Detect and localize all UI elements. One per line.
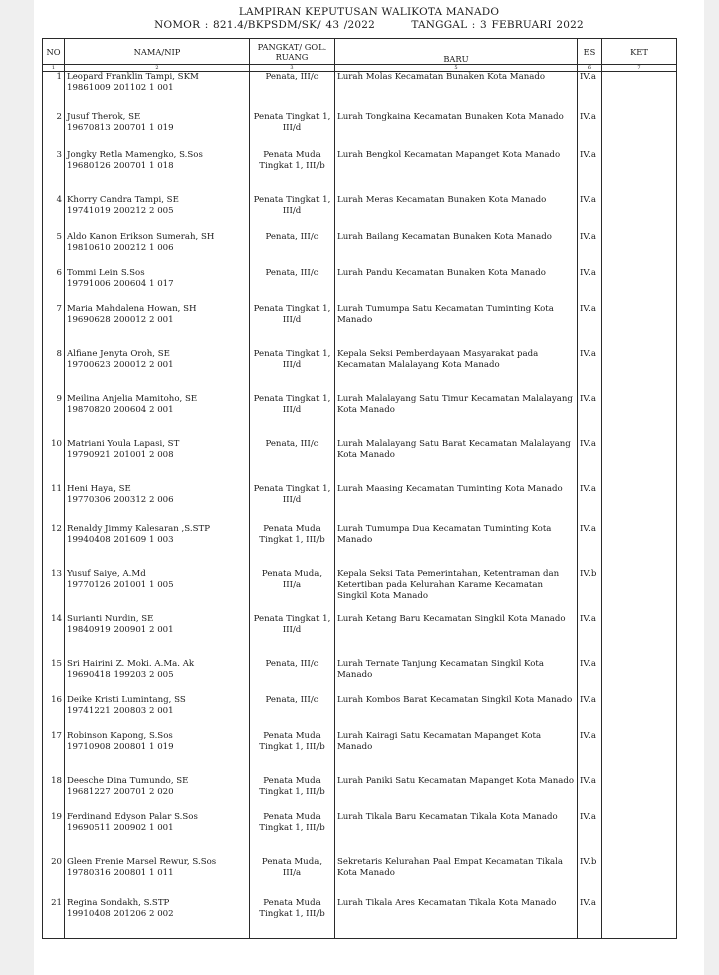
rank-cell: Penata Muda Tingkat 1, III/b: [250, 524, 335, 569]
employee-nip: 19690511 200902 1 001: [67, 822, 174, 833]
remarks-cell: [602, 394, 677, 439]
table-row: [43, 268, 677, 304]
table-row: [43, 898, 677, 939]
column-header-nama: NAMA/NIP: [65, 39, 250, 65]
rank-cell: Penata, III/c: [250, 268, 335, 304]
table-row: [43, 439, 677, 484]
employee-nip: 19710908 200801 1 019: [67, 741, 174, 752]
rank-cell: Penata Tingkat 1, III/d: [250, 304, 335, 349]
table-row: [43, 349, 677, 394]
rank-cell: Penata Muda, III/a: [250, 857, 335, 898]
new-position-cell: Lurah Tikala Baru Kecamatan Tikala Kota Manado: [335, 812, 578, 857]
employee-name: Jusuf Therok, SE: [67, 111, 141, 122]
new-position-cell: Lurah Meras Kecamatan Bunaken Kota Manado: [335, 195, 578, 232]
new-position-cell: Lurah Tongkaina Kecamatan Bunaken Kota Manado: [335, 112, 578, 150]
employee-name: Robinson Kapong, S.Sos: [67, 730, 173, 741]
echelon-cell: IV.a: [578, 349, 602, 394]
row-number: 7: [43, 304, 65, 349]
column-header-baru: BARU: [335, 39, 578, 65]
rank-cell: Penata Muda, III/a: [250, 569, 335, 614]
employee-nip: 19670813 200701 1 019: [67, 122, 174, 133]
new-position-cell: Lurah Molas Kecamatan Bunaken Kota Manado: [335, 72, 578, 112]
table-row: [43, 614, 677, 659]
employee-nip: 19870820 200604 2 001: [67, 404, 174, 415]
table-row: [43, 484, 677, 524]
employee-cell: [65, 659, 250, 695]
new-position-cell: Sekretaris Kelurahan Paal Empat Kecamatan Tikala Kota Manado: [335, 857, 578, 898]
remarks-cell: [602, 150, 677, 195]
rank-cell: Penata Muda Tingkat 1, III/b: [250, 150, 335, 195]
employee-nip: 19770306 200312 2 006: [67, 494, 174, 505]
new-position-cell: Lurah Bailang Kecamatan Bunaken Kota Manado: [335, 232, 578, 268]
employee-nip: 19910408 201206 2 002: [67, 908, 174, 919]
remarks-cell: [602, 569, 677, 614]
employee-cell: [65, 776, 250, 812]
table-header-row: [43, 39, 677, 65]
employee-nip: 19861009 201102 1 001: [67, 83, 174, 93]
remarks-cell: [602, 304, 677, 349]
column-header-ket: KET: [602, 39, 677, 65]
nomor-text: NOMOR : 821.4/BKPSDM/SK/ 43 /2022: [154, 19, 375, 31]
assignment-table: [42, 38, 677, 939]
rank-cell: Penata Tingkat 1, III/d: [250, 349, 335, 394]
echelon-cell: IV.a: [578, 195, 602, 232]
rank-cell: Penata Muda Tingkat 1, III/b: [250, 898, 335, 939]
row-number: 16: [43, 695, 65, 731]
echelon-cell: IV.a: [578, 268, 602, 304]
employee-cell: [65, 614, 250, 659]
table-row: [43, 232, 677, 268]
table-row: [43, 776, 677, 812]
employee-name: Aldo Kanon Erikson Sumerah, SH: [67, 231, 215, 242]
employee-name: Surianti Nurdin, SE: [67, 613, 154, 624]
rank-cell: Penata Muda Tingkat 1, III/b: [250, 812, 335, 857]
table-row: [43, 659, 677, 695]
employee-name: Regina Sondakh, S.STP: [67, 897, 170, 908]
table-row: [43, 812, 677, 857]
employee-name: Ferdinand Edyson Palar S.Sos: [67, 811, 198, 822]
remarks-cell: [602, 659, 677, 695]
employee-name: Sri Hairini Z. Moki. A.Ma. Ak: [67, 658, 195, 669]
new-position-cell: Lurah Ketang Baru Kecamatan Singkil Kota Manado: [335, 614, 578, 659]
echelon-cell: IV.b: [578, 569, 602, 614]
employee-cell: [65, 268, 250, 304]
row-number: 5: [43, 232, 65, 268]
rank-cell: Penata, III/c: [250, 232, 335, 268]
rank-cell: Penata Tingkat 1, III/d: [250, 112, 335, 150]
employee-name: Gleen Frenie Marsel Rewur, S.Sos: [67, 856, 217, 867]
table-row: [43, 569, 677, 614]
row-number: 20: [43, 857, 65, 898]
echelon-cell: IV.a: [578, 812, 602, 857]
rank-cell: Penata Muda Tingkat 1, III/b: [250, 731, 335, 776]
new-position-cell: Lurah Malalayang Satu Barat Kecamatan Malalayang Kota Manado: [335, 439, 578, 484]
employee-nip: 19741019 200212 2 005: [67, 205, 174, 216]
employee-name: Maria Mahdalena Howan, SH: [67, 303, 197, 314]
employee-name: Deike Kristi Lumintang, SS: [67, 694, 186, 705]
row-number: 10: [43, 439, 65, 484]
employee-cell: [65, 232, 250, 268]
column-number: 7: [602, 65, 677, 72]
employee-nip: 19840919 200901 2 001: [67, 624, 174, 635]
document-reference: [34, 19, 704, 32]
rank-cell: Penata, III/c: [250, 695, 335, 731]
employee-cell: [65, 857, 250, 898]
table-row: [43, 304, 677, 349]
new-position-cell: Lurah Kombos Barat Kecamatan Singkil Kota Manado: [335, 695, 578, 731]
new-position-cell: Kepala Seksi Tata Pemerintahan, Ketentraman dan Ketertiban pada Kelurahan Karame Kecamatan Singkil Kota Manado: [335, 569, 578, 614]
remarks-cell: [602, 524, 677, 569]
row-number: 21: [43, 898, 65, 939]
table-row: [43, 695, 677, 731]
employee-cell: [65, 304, 250, 349]
employee-nip: 19940408 201609 1 003: [67, 534, 174, 545]
echelon-cell: IV.a: [578, 484, 602, 524]
remarks-cell: [602, 857, 677, 898]
row-number: 15: [43, 659, 65, 695]
rank-cell: Penata Tingkat 1, III/d: [250, 614, 335, 659]
column-header-es: ES: [578, 39, 602, 65]
table-row: [43, 857, 677, 898]
remarks-cell: [602, 195, 677, 232]
employee-nip: 19741221 200803 2 001: [67, 705, 174, 716]
employee-cell: [65, 394, 250, 439]
table-row: [43, 72, 677, 112]
table-row: [43, 112, 677, 150]
new-position-cell: Lurah Pandu Kecamatan Bunaken Kota Manado: [335, 268, 578, 304]
table-row: [43, 731, 677, 776]
echelon-cell: IV.a: [578, 731, 602, 776]
employee-cell: [65, 112, 250, 150]
row-number: 8: [43, 349, 65, 394]
echelon-cell: IV.a: [578, 776, 602, 812]
column-number: 3: [250, 65, 335, 72]
rank-cell: Penata, III/c: [250, 659, 335, 695]
remarks-cell: [602, 484, 677, 524]
new-position-cell: Lurah Ternate Tanjung Kecamatan Singkil Kota Manado: [335, 659, 578, 695]
new-position-cell: Lurah Malalayang Satu Timur Kecamatan Malalayang Kota Manado: [335, 394, 578, 439]
employee-name: Alfiane Jenyta Oroh, SE: [67, 348, 170, 359]
employee-name: Heni Haya, SE: [67, 483, 131, 494]
row-number: 3: [43, 150, 65, 195]
echelon-cell: IV.a: [578, 898, 602, 939]
table-row: [43, 150, 677, 195]
row-number: 18: [43, 776, 65, 812]
remarks-cell: [602, 439, 677, 484]
employee-cell: [65, 898, 250, 939]
new-position-cell: Lurah Paniki Satu Kecamatan Mapanget Kota Manado: [335, 776, 578, 812]
new-position-cell: Lurah Tumumpa Satu Kecamatan Tuminting Kota Manado: [335, 304, 578, 349]
tanggal-text: TANGGAL : 3 FEBRUARI 2022: [411, 19, 584, 31]
employee-cell: [65, 349, 250, 394]
remarks-cell: [602, 349, 677, 394]
echelon-cell: IV.a: [578, 659, 602, 695]
employee-name: Matriani Youla Lapasi, ST: [67, 438, 180, 449]
row-number: 12: [43, 524, 65, 569]
remarks-cell: [602, 776, 677, 812]
echelon-cell: IV.a: [578, 614, 602, 659]
echelon-cell: IV.a: [578, 695, 602, 731]
employee-cell: [65, 150, 250, 195]
column-number: 2: [65, 65, 250, 72]
document-header: [34, 6, 704, 32]
remarks-cell: [602, 731, 677, 776]
rank-cell: Penata, III/c: [250, 439, 335, 484]
column-header-no: NO: [43, 39, 65, 65]
echelon-cell: IV.b: [578, 857, 602, 898]
remarks-cell: [602, 268, 677, 304]
employee-nip: 19681227 200701 2 020: [67, 786, 174, 797]
new-position-cell: Lurah Maasing Kecamatan Tuminting Kota Manado: [335, 484, 578, 524]
employee-nip: 19790921 201001 2 008: [67, 449, 174, 460]
employee-nip: 19780316 200801 1 011: [67, 867, 174, 878]
employee-cell: [65, 569, 250, 614]
echelon-cell: IV.a: [578, 72, 602, 112]
employee-nip: 19700623 200012 2 001: [67, 359, 174, 370]
remarks-cell: [602, 898, 677, 939]
row-number: 11: [43, 484, 65, 524]
new-position-cell: Lurah Kairagi Satu Kecamatan Mapanget Kota Manado: [335, 731, 578, 776]
rank-cell: Penata Tingkat 1, III/d: [250, 484, 335, 524]
column-header-pangkat: PANGKAT/ GOL. RUANG: [250, 39, 335, 65]
remarks-cell: [602, 812, 677, 857]
document-title: LAMPIRAN KEPUTUSAN WALIKOTA MANADO: [238, 6, 500, 18]
column-number: 5: [335, 65, 578, 72]
employee-name: Leopard Franklin Tampi, SKM: [67, 72, 199, 82]
employee-cell: [65, 524, 250, 569]
employee-name: Deesche Dina Tumundo, SE: [67, 775, 189, 786]
employee-cell: [65, 195, 250, 232]
row-number: 4: [43, 195, 65, 232]
row-number: 9: [43, 394, 65, 439]
echelon-cell: IV.a: [578, 394, 602, 439]
employee-cell: [65, 439, 250, 484]
employee-name: Meilina Anjelia Mamitoho, SE: [67, 393, 198, 404]
employee-nip: 19690628 200012 2 001: [67, 314, 174, 325]
remarks-cell: [602, 614, 677, 659]
employee-nip: 19770126 201001 1 005: [67, 579, 174, 590]
rank-cell: Penata Tingkat 1, III/d: [250, 195, 335, 232]
employee-nip: 19810610 200212 1 006: [67, 242, 174, 253]
employee-cell: [65, 812, 250, 857]
row-number: 2: [43, 112, 65, 150]
column-number: 6: [578, 65, 602, 72]
new-position-cell: Lurah Bengkol Kecamatan Mapanget Kota Manado: [335, 150, 578, 195]
employee-name: Jongky Retla Mamengko, S.Sos: [67, 149, 203, 160]
column-number-row: [43, 65, 677, 72]
echelon-cell: IV.a: [578, 150, 602, 195]
column-number: 1: [43, 65, 65, 72]
echelon-cell: IV.a: [578, 304, 602, 349]
new-position-cell: Kepala Seksi Pemberdayaan Masyarakat pada Kecamatan Malalayang Kota Manado: [335, 349, 578, 394]
new-position-cell: Lurah Tikala Ares Kecamatan Tikala Kota Manado: [335, 898, 578, 939]
rank-cell: Penata Muda Tingkat 1, III/b: [250, 776, 335, 812]
remarks-cell: [602, 232, 677, 268]
echelon-cell: IV.a: [578, 524, 602, 569]
row-number: 19: [43, 812, 65, 857]
employee-name: Renaldy Jimmy Kalesaran ,S.STP: [67, 523, 210, 534]
employee-name: Khorry Candra Tampi, SE: [67, 194, 179, 205]
new-position-cell: Lurah Tumumpa Dua Kecamatan Tuminting Kota Manado: [335, 524, 578, 569]
remarks-cell: [602, 72, 677, 112]
employee-nip: 19791006 200604 1 017: [67, 278, 174, 289]
echelon-cell: IV.a: [578, 439, 602, 484]
row-number: 13: [43, 569, 65, 614]
remarks-cell: [602, 695, 677, 731]
employee-cell: [65, 695, 250, 731]
row-number: 6: [43, 268, 65, 304]
row-number: 14: [43, 614, 65, 659]
echelon-cell: IV.a: [578, 232, 602, 268]
employee-cell: [65, 731, 250, 776]
employee-nip: 19680126 200701 1 018: [67, 160, 174, 171]
echelon-cell: IV.a: [578, 112, 602, 150]
employee-nip: 19690418 199203 2 005: [67, 669, 174, 680]
table-row: [43, 524, 677, 569]
rank-cell: Penata, III/c: [250, 72, 335, 112]
rank-cell: Penata Tingkat 1, III/d: [250, 394, 335, 439]
employee-name: Tommi Lein S.Sos: [67, 267, 145, 278]
employee-name: Yusuf Saiye, A.Md: [67, 568, 146, 579]
employee-cell: [65, 484, 250, 524]
remarks-cell: [602, 112, 677, 150]
row-number: 1: [43, 72, 65, 112]
row-number: 17: [43, 731, 65, 776]
employee-cell: [65, 72, 250, 112]
table-row: [43, 195, 677, 232]
table-row: [43, 394, 677, 439]
